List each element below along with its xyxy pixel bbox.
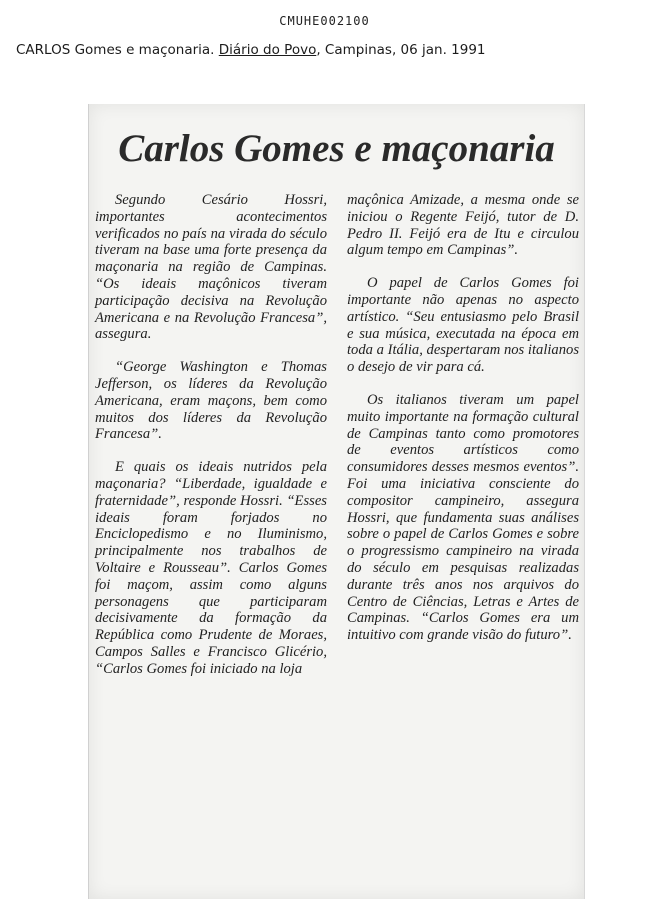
citation-place-date: , Campinas, 06 jan. 1991 [316,42,486,58]
article-paragraph: E quais os ideais nutridos pela maçonaria? “Liberdade, igualdade e fraternidade”, responde Hossri. “Esses ideais foram forjados no Enciclopedismo e no Iluminismo, principalmente nos trabalhos de Voltaire e Rousseau”. Carlos Gomes foi maçom, assim como alguns personagens que participaram decisivamente da formação da República como Prudente de Moraes, Campos Salles e Francisco Glicério, “Carlos Gomes foi iniciado na loja [95,459,327,677]
article-paragraph: maçônica Amizade, a mesma onde se iniciou o Regente Feijó, tutor de D. Pedro II. Feijó era de Itu e circulou algum tempo em Campinas”. [347,192,579,259]
newspaper-clipping [88,104,585,899]
article-paragraph: O papel de Carlos Gomes foi importante não apenas no aspecto artístico. “Seu entusiasmo pelo Brasil e sua música, executada na época em toda a Itália, despertaram nos italianos o desejo de vir para cá. [347,275,579,376]
article-paragraph: Os italianos tiveram um papel muito importante na formação cultural de Campinas tanto como promotores de eventos artísticos como consumidores desses mesmos eventos”. Foi uma iniciativa consciente do compositor campineiro, assegura Hossri, que fundamenta suas análises sobre o papel de Carlos Gomes e sobre o progressismo campineiro na virada do século em pesquisas realizadas durante três anos nos arquivos do Centro de Ciências, Letras e Artes de Campinas. “Carlos Gomes era um intuitivo com grande visão do futuro”. [347,391,579,644]
citation-newspaper: Diário do Povo [218,42,317,58]
citation-line [16,42,646,58]
article-paragraph: Segundo Cesário Hossri, importantes acontecimentos verificados no país na virada do século tiveram na base uma forte presença da maçonaria na região de Campinas. “Os ideais maçônicos tiveram participação decisiva na Revolução Americana e na Revolução Francesa”, assegura. [95,192,327,343]
article-paragraph: “George Washington e Thomas Jefferson, os líderes da Revolução Americana, eram maçons, bem como muitos dos líderes da Revolução Francesa”. [95,359,327,443]
article-headline: Carlos Gomes e maçonaria [118,127,555,170]
archive-code: CMUHE002100 [279,14,370,28]
article-column-right [347,192,579,644]
article-column-left [95,192,327,678]
citation-title: CARLOS Gomes e maçonaria. [16,42,215,58]
